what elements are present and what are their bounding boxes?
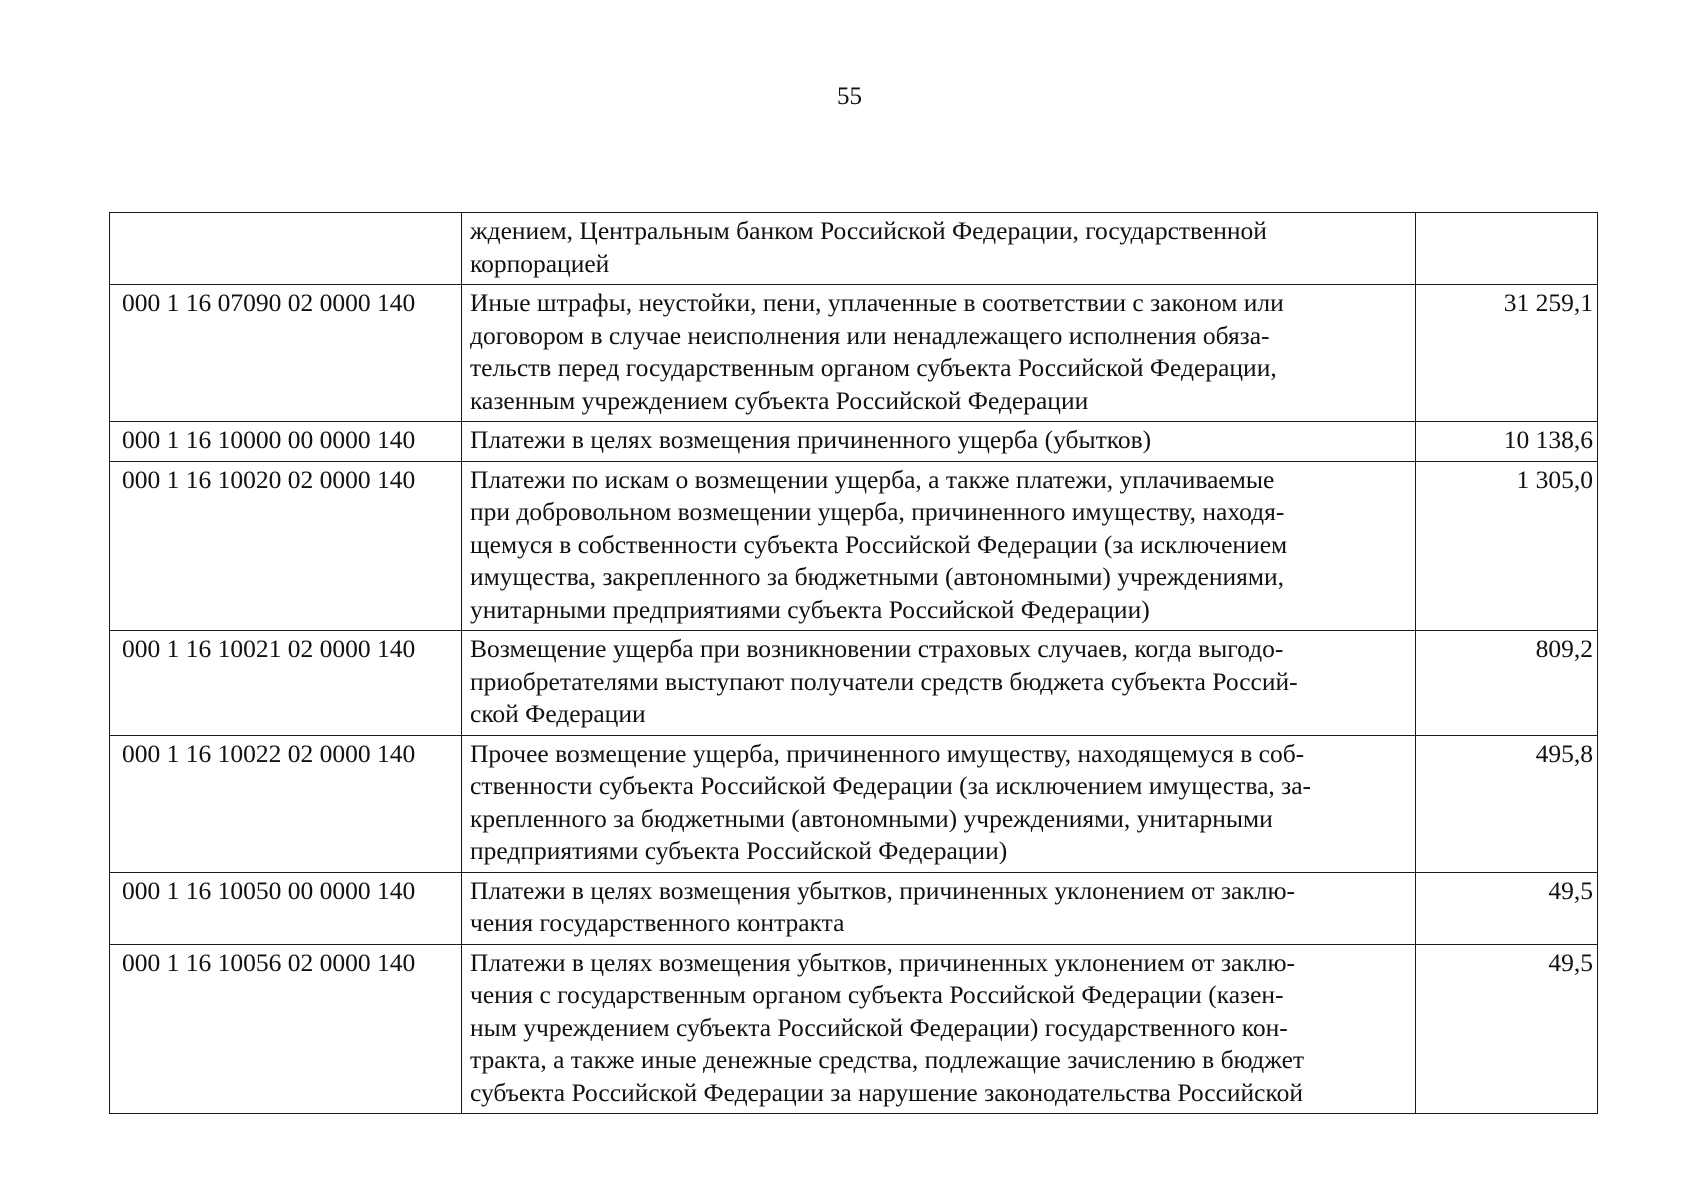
description-cell bbox=[462, 422, 1416, 462]
budget-code-cell: 000 1 16 10050 00 0000 140 bbox=[110, 872, 462, 944]
amount-cell: 10 138,6 bbox=[1416, 422, 1598, 462]
description-line: щемуся в собственности субъекта Российской Федерации (за исключением bbox=[470, 529, 1288, 559]
budget-revenue-table bbox=[109, 212, 1598, 1114]
description-line: Иные штрафы, неустойки, пени, уплаченные в соответствии с законом или bbox=[470, 288, 1284, 317]
description-line: Платежи в целях возмещения убытков, причиненных уклонением от заклю- bbox=[470, 947, 1296, 977]
description-line: унитарными предприятиями субъекта Российской Федерации) bbox=[470, 594, 1150, 624]
table-row bbox=[110, 461, 1598, 631]
description-line: имущества, закрепленного за бюджетными (автономными) учреждениями, bbox=[470, 562, 1285, 591]
description-line: Платежи в целях возмещения причиненного ущерба (убытков) bbox=[470, 425, 1152, 454]
description-line: корпорацией bbox=[470, 248, 610, 278]
table-row bbox=[110, 872, 1598, 944]
table-row bbox=[110, 631, 1598, 736]
amount-cell: 49,5 bbox=[1416, 872, 1598, 944]
budget-code-cell: 000 1 16 10021 02 0000 140 bbox=[110, 631, 462, 736]
description-line: Платежи в целях возмещения убытков, причиненных уклонением от заклю- bbox=[470, 875, 1296, 905]
amount-cell bbox=[1416, 213, 1598, 285]
table-row bbox=[110, 285, 1598, 422]
description-line: Прочее возмещение ущерба, причиненного имуществу, находящемуся в соб- bbox=[470, 738, 1305, 768]
description-line: ственности субъекта Российской Федерации (за исключением имущества, за- bbox=[470, 771, 1312, 800]
table-row bbox=[110, 944, 1598, 1114]
description-line: договором в случае неисполнения или ненадлежащего исполнения обяза- bbox=[470, 320, 1270, 350]
table-row bbox=[110, 213, 1598, 285]
amount-cell: 31 259,1 bbox=[1416, 285, 1598, 422]
description-line: при добровольном возмещении ущерба, причиненного имуществу, находя- bbox=[470, 497, 1285, 526]
amount-cell: 495,8 bbox=[1416, 735, 1598, 872]
description-line: тельств перед государственным органом субъекта Российской Федерации, bbox=[470, 353, 1277, 382]
description-line: Платежи по искам о возмещении ущерба, а также платежи, уплачиваемые bbox=[470, 464, 1275, 494]
description-line: чения с государственным органом субъекта Российской Федерации (казен- bbox=[470, 980, 1284, 1009]
description-line: крепленного за бюджетными (автономными) учреждениями, унитарными bbox=[470, 803, 1273, 833]
table-row bbox=[110, 422, 1598, 462]
description-line: Возмещение ущерба при возникновении страховых случаев, когда выгодо- bbox=[470, 634, 1284, 663]
description-cell bbox=[462, 735, 1416, 872]
page-number: 55 bbox=[837, 83, 862, 110]
description-line: тракта, а также иные денежные средства, подлежащие зачислению в бюджет bbox=[470, 1045, 1305, 1074]
description-line: предприятиями субъекта Российской Федерации) bbox=[470, 836, 1008, 865]
description-cell bbox=[462, 631, 1416, 736]
description-line: приобретателями выступают получатели средств бюджета субъекта Россий- bbox=[470, 666, 1298, 696]
table-body bbox=[110, 213, 1598, 1114]
description-cell bbox=[462, 461, 1416, 631]
description-line: чения государственного контракта bbox=[470, 908, 845, 937]
amount-cell: 1 305,0 bbox=[1416, 461, 1598, 631]
budget-code-cell: 000 1 16 10020 02 0000 140 bbox=[110, 461, 462, 631]
description-line: ждением, Центральным банком Российской Федерации, государственной bbox=[470, 216, 1267, 245]
description-cell bbox=[462, 944, 1416, 1114]
description-cell bbox=[462, 285, 1416, 422]
budget-code-cell: 000 1 16 10056 02 0000 140 bbox=[110, 944, 462, 1114]
budget-code-cell bbox=[110, 213, 462, 285]
description-cell bbox=[462, 213, 1416, 285]
budget-code-cell: 000 1 16 07090 02 0000 140 bbox=[110, 285, 462, 422]
budget-code-cell: 000 1 16 10022 02 0000 140 bbox=[110, 735, 462, 872]
description-line: казенным учреждением субъекта Российской Федерации bbox=[470, 385, 1089, 415]
description-line: ным учреждением субъекта Российской Федерации) государственного кон- bbox=[470, 1012, 1288, 1042]
description-line: ской Федерации bbox=[470, 699, 646, 728]
description-line: субъекта Российской Федерации за нарушение законодательства Российской bbox=[470, 1077, 1303, 1107]
table-row bbox=[110, 735, 1598, 872]
amount-cell: 49,5 bbox=[1416, 944, 1598, 1114]
description-cell bbox=[462, 872, 1416, 944]
amount-cell: 809,2 bbox=[1416, 631, 1598, 736]
budget-code-cell: 000 1 16 10000 00 0000 140 bbox=[110, 422, 462, 462]
